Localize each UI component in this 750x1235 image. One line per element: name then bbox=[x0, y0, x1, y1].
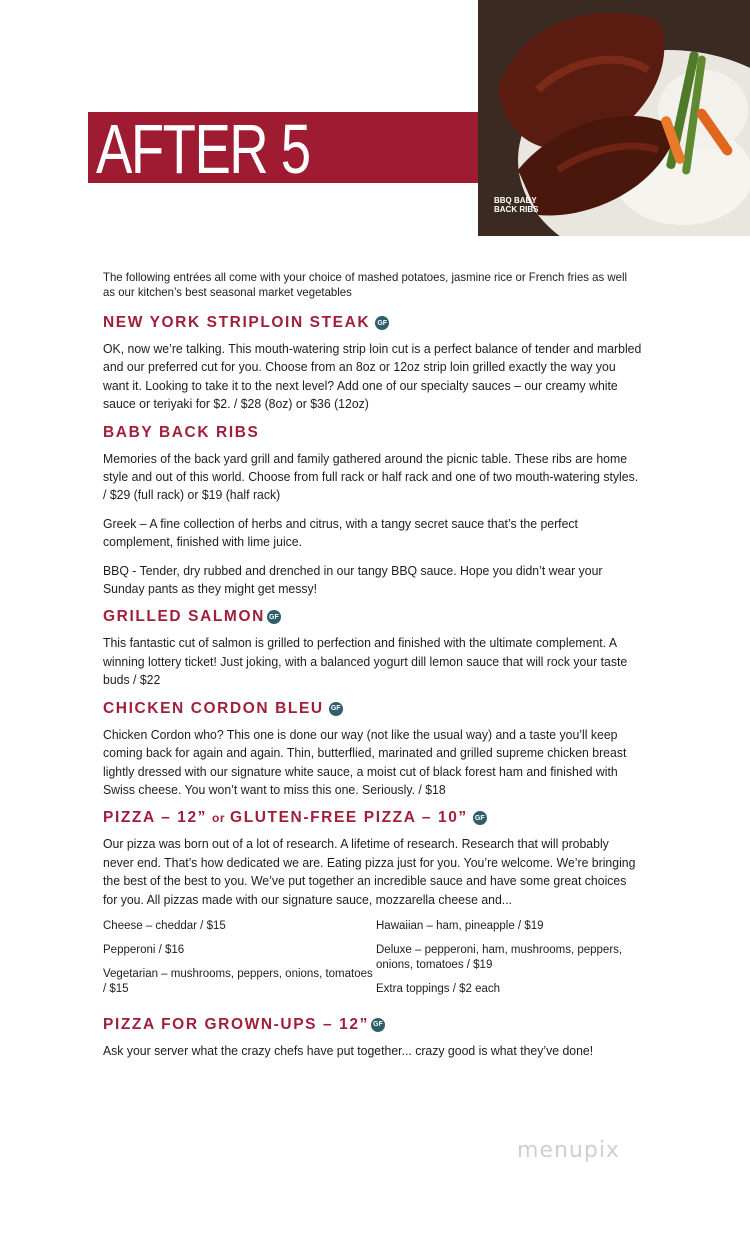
item-name: NEW YORK STRIPLOIN STEAK bbox=[103, 314, 371, 331]
pizza-option: Cheese – cheddar / $15 bbox=[103, 919, 226, 932]
pizza-list bbox=[103, 919, 638, 1006]
pizza-option: Hawaiian – ham, pineapple / $19 bbox=[376, 919, 544, 932]
item-heading bbox=[103, 608, 638, 626]
gluten-free-badge-icon: GF bbox=[371, 1018, 385, 1032]
item-name: PIZZA – 12” bbox=[103, 809, 208, 827]
item-heading bbox=[103, 314, 638, 332]
item-heading bbox=[103, 700, 638, 718]
item-name-or: or bbox=[212, 811, 226, 826]
item-name: PIZZA FOR GROWN-UPS – 12” bbox=[103, 1015, 369, 1033]
item-description: Memories of the back yard grill and family gathered around the picnic table. These ribs are home style and out of this world. Choose from full rack or half rack and one of two mouth-watering styles. / $29 (full rack) or $19 (half rack) bbox=[103, 450, 639, 503]
menu-item-striploin bbox=[103, 314, 642, 414]
photo-caption-line: BACK RIBS bbox=[494, 205, 539, 214]
item-description: This fantastic cut of salmon is grilled to perfection and finished with the ultimate complement. A winning lottery ticket! Just joking, with a balanced yogurt dill lemon sauce that will rock your taste buds / $22 bbox=[103, 635, 628, 688]
item-heading bbox=[103, 424, 638, 442]
item-name: GRILLED SALMON bbox=[103, 608, 265, 626]
pizza-list-left bbox=[103, 919, 376, 1006]
item-name-gluten-free: GLUTEN-FREE PIZZA – 10” bbox=[230, 809, 468, 827]
menu-item-pizza bbox=[103, 809, 638, 1006]
photo-caption bbox=[494, 196, 574, 214]
item-name: CHICKEN CORDON BLEU bbox=[103, 699, 324, 717]
photo-caption-line: BBQ BABY bbox=[494, 196, 537, 205]
item-name: BABY BACK RIBS bbox=[103, 423, 260, 441]
menu-item-ribs bbox=[103, 424, 638, 599]
item-description: OK, now we’re talking. This mouth-watering strip loin cut is a perfect balance of tender and marbled and our preferred cut for you. Choose from an 8oz or 12oz strip loin grilled exactly the way you want it. Looking to take it to the next level? Add one of our specialty sauces – our creamy white sauce or teriyaki for $2. / $28 (8oz) or $36 (12oz) bbox=[103, 341, 642, 412]
menu-item-grown-up-pizza bbox=[103, 1016, 638, 1060]
pizza-option: Extra toppings / $2 each bbox=[376, 982, 501, 995]
watermark-logo: menupix bbox=[517, 1138, 620, 1163]
gluten-free-badge-icon: GF bbox=[267, 610, 281, 624]
menu-item-salmon bbox=[103, 608, 638, 689]
page-title: AFTER 5 bbox=[96, 110, 310, 188]
pizza-option: Vegetarian – mushrooms, peppers, onions, tomatoes / $15 bbox=[103, 967, 373, 995]
item-heading bbox=[103, 809, 638, 827]
menu-content bbox=[103, 270, 642, 1070]
gluten-free-badge-icon: GF bbox=[473, 811, 487, 825]
item-description: Chicken Cordon who? This one is done our way (not like the usual way) and a taste you’ll keep coming back for again and again. Thin, butterflied, marinated and grilled supreme chicken breast lightly dressed with our signature white sauce, a moist cut of black forest ham and finished with Swiss cheese. You won’t want to miss this one. Seriously. / $18 bbox=[103, 726, 627, 797]
pizza-list-right bbox=[376, 919, 636, 1006]
menu-item-cordon-bleu bbox=[103, 700, 638, 800]
item-option-bbq: BBQ - Tender, dry rubbed and drenched in our tangy BBQ sauce. Hope you didn’t wear your Sunday pants as they might get messy! bbox=[103, 562, 603, 597]
item-description: Our pizza was born out of a lot of research. A lifetime of research. Research that will probably never end. That’s how dedicated we are. Eating pizza just for you. You’re welcome. We’re bringing the best of the best to you. We’ve put together an incredible sauce and have some great choices for you. All pizzas made with our signature sauce, mozzarella cheese and... bbox=[103, 836, 636, 907]
intro-text: The following entrées all come with your choice of mashed potatoes, jasmine rice or French fries as well as our kitchen’s best seasonal market vegetables bbox=[103, 270, 628, 299]
item-heading bbox=[103, 1016, 638, 1034]
item-description: Ask your server what the crazy chefs have put together... crazy good is what they’ve done! bbox=[103, 1042, 594, 1058]
pizza-option: Pepperoni / $16 bbox=[103, 943, 185, 956]
gluten-free-badge-icon: GF bbox=[329, 702, 343, 716]
pizza-option: Deluxe – pepperoni, ham, mushrooms, peppers, onions, tomatoes / $19 bbox=[376, 943, 623, 971]
item-option-greek: Greek – A fine collection of herbs and citrus, with a tangy secret sauce that’s the perfect complement, finished with lime juice. bbox=[103, 515, 578, 550]
gluten-free-badge-icon: GF bbox=[375, 316, 389, 330]
